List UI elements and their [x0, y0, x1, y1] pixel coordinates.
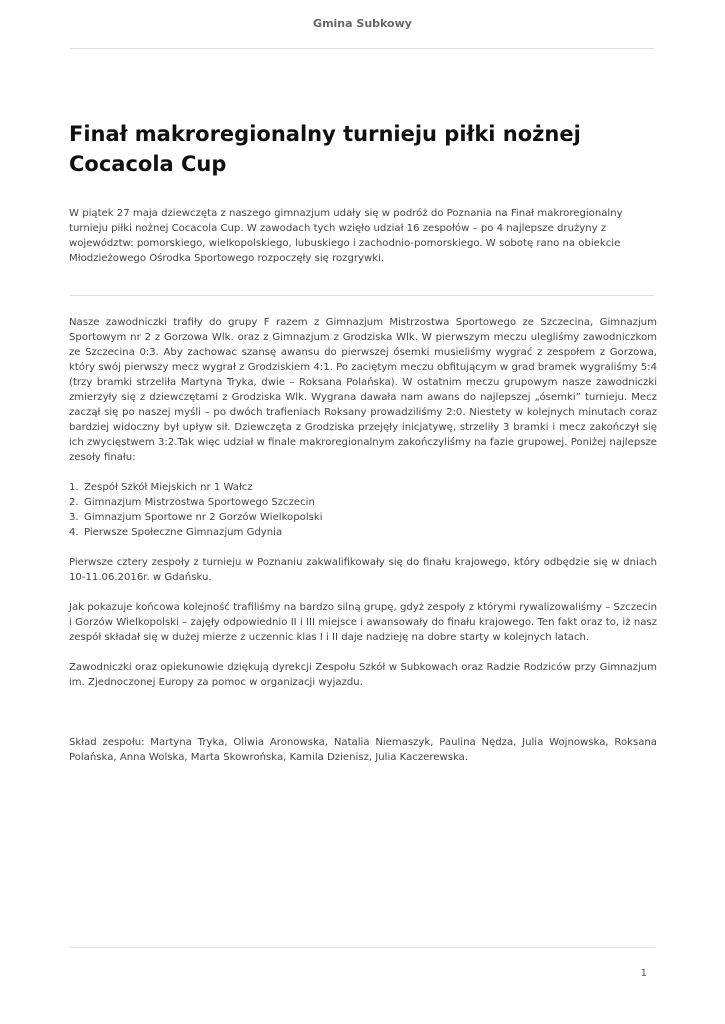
body-paragraph: Zawodniczki oraz opiekunowie dziękują dyrekcji Zespołu Szkół w Subkowach oraz Radzie Rodziców przy Gimnazjum im. Zjednoczonej Europy za pomoc w organizacji wyjazdu. — [69, 662, 657, 688]
page-header — [70, 0, 655, 49]
footer-divider — [70, 947, 655, 948]
ranking-list — [69, 480, 657, 540]
body-paragraph: Pierwsze cztery zespoły z turnieju w Poznaniu zakwalifikowały się do finału krajowego, który odbędzie się w dniach 10-11.06.2016r. w Gdańsku. — [69, 557, 657, 583]
ranking-item — [69, 495, 657, 510]
body-paragraph: Jak pokazuje końcowa kolejność trafiliśmy na bardzo silną grupę, gdyż zespoły z którymi rywalizowaliśmy – Szczecin i Gorzów Wielkopolski – zajęły odpowiednio II i III miejsce i awansowały do finału krajowego. Ten fakt oraz to, iż nasz zespół składał się w dużej mierze z uczennic klas I i II daje nadzieję na dobre starty w kolejnych latach. — [69, 602, 657, 643]
body-paragraph: Nasze zawodniczki trafiły do grupy F razem z Gimnazjum Mistrzostwa Sportowego ze Szczecina, Gimnazjum Sportowym nr 2 z Gorzowa Wlk. oraz z Gimnazjum z Grodziska Wlk. W pierwszym meczu ulegliśmy zawodniczkom ze Szczecina 0:3. Aby zachowac szansę awansu do pierwszej ósemki musieliśmy wygrać z zespołem z Gorzowa, który swój pierwszy mecz wygrał z Grodziskiem 4:1. Po zaciętym meczu obfitującym w grad bramek wygraliśmy 5:4 (trzy bramki strzeliła Martyna Tryka, dwie – Roksana Polańska). W ostatnim meczu grupowym nasze zawodniczki zmierzyły się z dziewczętami z Grodziska Wlk. Wygrana dawała nam awans do najlepszej „ósemki” turnieju. Mecz zaczął się po naszej myśli – po dwóch trafieniach Roksany prowadziliśmy 2:0. Niestety w kolejnych minutach coraz bardziej widoczny był upływ sił. Dziewczęta z Grodziska przejęły inicjatywę, strzeliły 3 bramki i mecz zakończył się ich zwycięstwem 3:2.Tak więc udział w finale makroregionalnym zakończyliśmy na fazie grupowej. Poniżej najlepsze zesoły finału: — [69, 317, 657, 463]
article-body — [69, 315, 657, 780]
ranking-number: 4. — [69, 527, 79, 538]
ranking-team: Gimnazjum Sportowe nr 2 Gorzów Wielkopolski — [84, 512, 323, 523]
ranking-number: 2. — [69, 497, 79, 508]
article-lead: W piątek 27 maja dziewczęta z naszego gimnazjum udały się w podróż do Poznania na Finał makroregionalny turnieju piłki nożnej Cocacola Cup. W zawodach tych wzięło udział 16 zespołów – po 4 najlepsze drużyny z województw: pomorskiego, wielkopolskiego, lubuskiego i zachodnio-pomorskiego. W sobotę rano na obiekcie Młodzieżowego Ośrodka Sportowego rozpoczęły się rozgrywki. — [69, 208, 623, 264]
ranking-item — [69, 510, 657, 525]
article-title: Finał makroregionalny turnieju piłki nożnej Cocacola Cup — [69, 122, 581, 176]
ranking-number: 3. — [69, 512, 79, 523]
site-name: Gmina Subkowy — [313, 17, 412, 30]
ranking-team: Zespół Szkół Miejskich nr 1 Wałcz — [84, 482, 253, 493]
ranking-number: 1. — [69, 482, 79, 493]
ranking-item — [69, 525, 657, 540]
ranking-item — [69, 480, 657, 495]
team-roster: Skład zespołu: Martyna Tryka, Oliwia Aronowska, Natalia Niemaszyk, Paulina Nędza, Julia Wojnowska, Roksana Polańska, Anna Wolska, Marta Skowrońska, Kamila Dzienisz, Julia Kaczerewska. — [69, 737, 657, 763]
lead-divider — [70, 295, 655, 296]
ranking-team: Pierwsze Społeczne Gimnazjum Gdynia — [84, 527, 283, 538]
page-number: 1 — [640, 968, 647, 979]
ranking-team: Gimnazjum Mistrzostwa Sportowego Szczecin — [84, 497, 315, 508]
